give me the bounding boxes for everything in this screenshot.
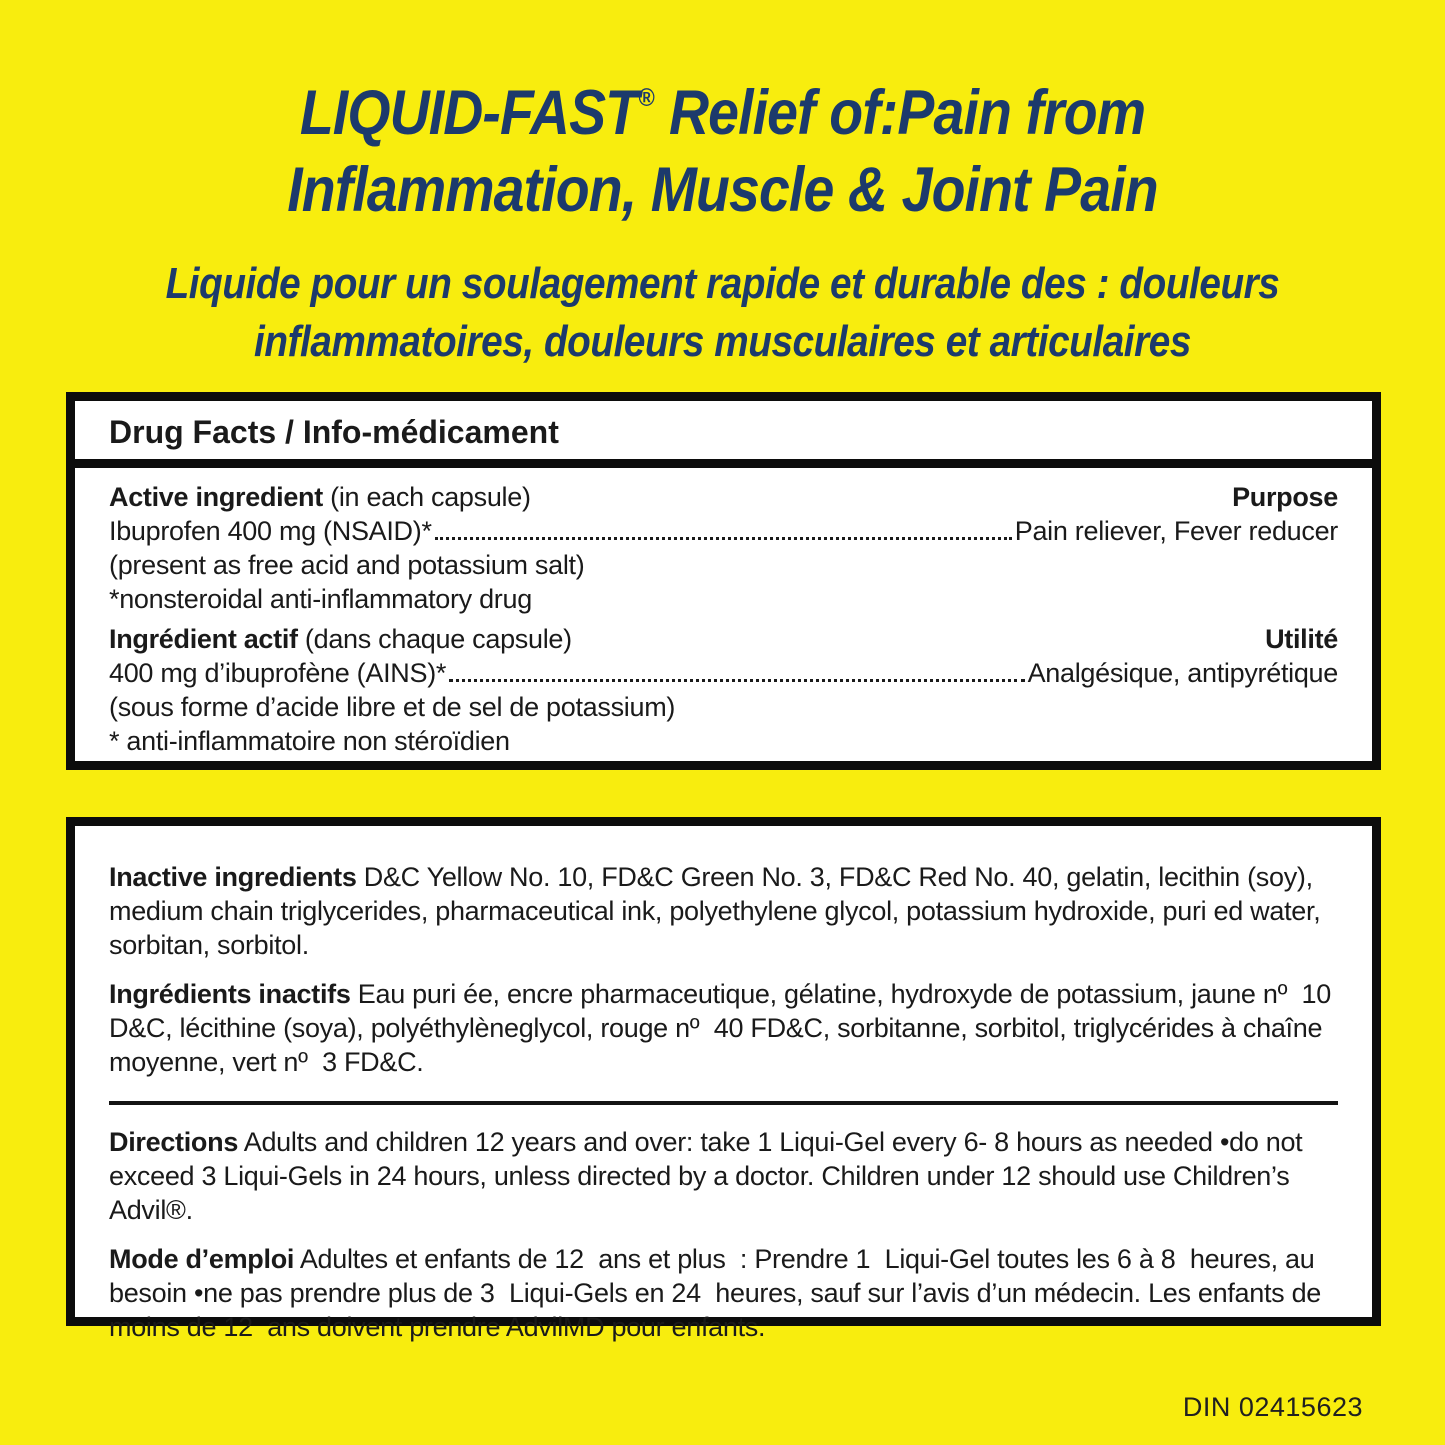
registered-trademark-symbol: ®: [638, 84, 655, 112]
details-panel: [66, 817, 1381, 1342]
product-subtitle-french: [87, 255, 1359, 371]
din-number: DIN 02415623: [1182, 1392, 1363, 1422]
active-ingredient-header-row-en: [109, 480, 1338, 514]
inactive-ingredients-text-fr: Eau puri ée, encre pharmaceutique, gélatine, hydroxyde de potassium, jaune nº 10 D&C, lécithine (soya), polyéthylèneglycol, rouge nº 40 FD&C, sorbitanne, sorbitol, triglycérides à chaîne moyenne, vert nº 3 FD&C.: [109, 979, 1339, 1077]
active-ingredient-label-en: Active ingredient: [109, 482, 323, 512]
ingredient-purpose-row-fr: [109, 656, 1338, 690]
dotted-leader: [435, 537, 1012, 540]
active-ingredient-heading-fr: [109, 622, 572, 656]
ingredient-name-en: Ibuprofen 400 mg (NSAID)*: [109, 516, 432, 546]
drug-facts-panel-body: [75, 468, 1372, 758]
purpose-heading-fr: Utilité: [1265, 624, 1338, 654]
active-ingredient-heading-en: [109, 480, 531, 514]
purpose-value-en: Pain reliever, Fever reducer: [1014, 516, 1338, 546]
subtitle-line-2: inflammatoires, douleurs musculaires et articulaires: [254, 317, 1191, 366]
title-line-1: [87, 60, 1359, 152]
ingredient-note-2-en: *nonsteroidal anti-inflammatory drug: [109, 584, 532, 614]
dotted-leader: [449, 679, 1024, 682]
inactive-ingredients-label-fr: Ingrédients inactifs: [109, 979, 351, 1009]
ingredient-purpose-row-en: [109, 514, 1338, 548]
directions-text-en: Adults and children 12 years and over: take 1 Liqui-Gel every 6- 8 hours as needed •do not exceed 3 Liqui-Gels in 24 hours, unless directed by a doctor. Children under 12 should use Children’s Advil®.: [109, 1127, 1310, 1225]
title-line-2: Inflammation, Muscle & Joint Pain: [287, 155, 1158, 225]
active-ingredient-note-fr: (dans chaque capsule): [297, 624, 572, 654]
ingredient-name-fr: 400 mg d’ibuprofène (AINS)*: [109, 658, 447, 688]
inactive-ingredients-label-en: Inactive ingredients: [109, 862, 357, 892]
section-divider: [109, 1101, 1338, 1105]
active-ingredient-note-en: (in each capsule): [322, 482, 531, 512]
ingredient-note-1-fr: (sous forme d’acide libre et de sel de potassium): [109, 692, 676, 722]
directions-text-fr: Adultes et enfants de 12 ans et plus : Prendre 1 Liqui-Gel toutes les 6 à 8 heures, au besoin •ne pas prendre plus de 3 Liqui-Gels en 24 heures, sauf sur l’avis d’un médecin. Les enfants de moins de 12 ans doivent prendre AdvilMD pour enfants.: [109, 1244, 1329, 1342]
subtitle-line-1: Liquide pour un soulagement rapide et durable des : douleurs: [165, 259, 1280, 308]
inactive-ingredients-fr: [109, 977, 1338, 1079]
inactive-ingredients-en: [109, 860, 1338, 962]
directions-label-en: Directions: [109, 1127, 239, 1157]
purpose-value-fr: Analgésique, antipyrétique: [1027, 658, 1338, 688]
inactive-ingredients-text-en: D&C Yellow No. 10, FD&C Green No. 3, FD&C Red No. 40, gelatin, lecithin (soy), medium chain triglycerides, pharmaceutical ink, polyethylene glycol, potassium hydroxide, puri ed water, sorbitan, sorbitol.: [109, 862, 1328, 960]
active-ingredient-header-row-fr: [109, 622, 1338, 656]
ingredient-note-2-fr: * anti-inflammatoire non stéroïdien: [109, 726, 510, 756]
active-ingredient-label-fr: Ingrédient actif: [109, 624, 298, 654]
drug-facts-panel-title: Drug Facts / Info-médicament: [75, 401, 1372, 468]
purpose-heading-en: Purpose: [1232, 482, 1338, 512]
product-title: [87, 60, 1359, 229]
masthead: [87, 60, 1359, 371]
brand-name: LIQUID-FAST: [299, 78, 639, 148]
directions-label-fr: Mode d’emploi: [109, 1244, 295, 1274]
directions-en: [109, 1125, 1338, 1227]
title-line-1-rest: Relief of:Pain from: [654, 78, 1146, 148]
drug-facts-panel: [66, 392, 1381, 770]
directions-fr: [109, 1242, 1338, 1344]
ingredient-note-1-en: (present as free acid and potassium salt): [109, 550, 585, 580]
